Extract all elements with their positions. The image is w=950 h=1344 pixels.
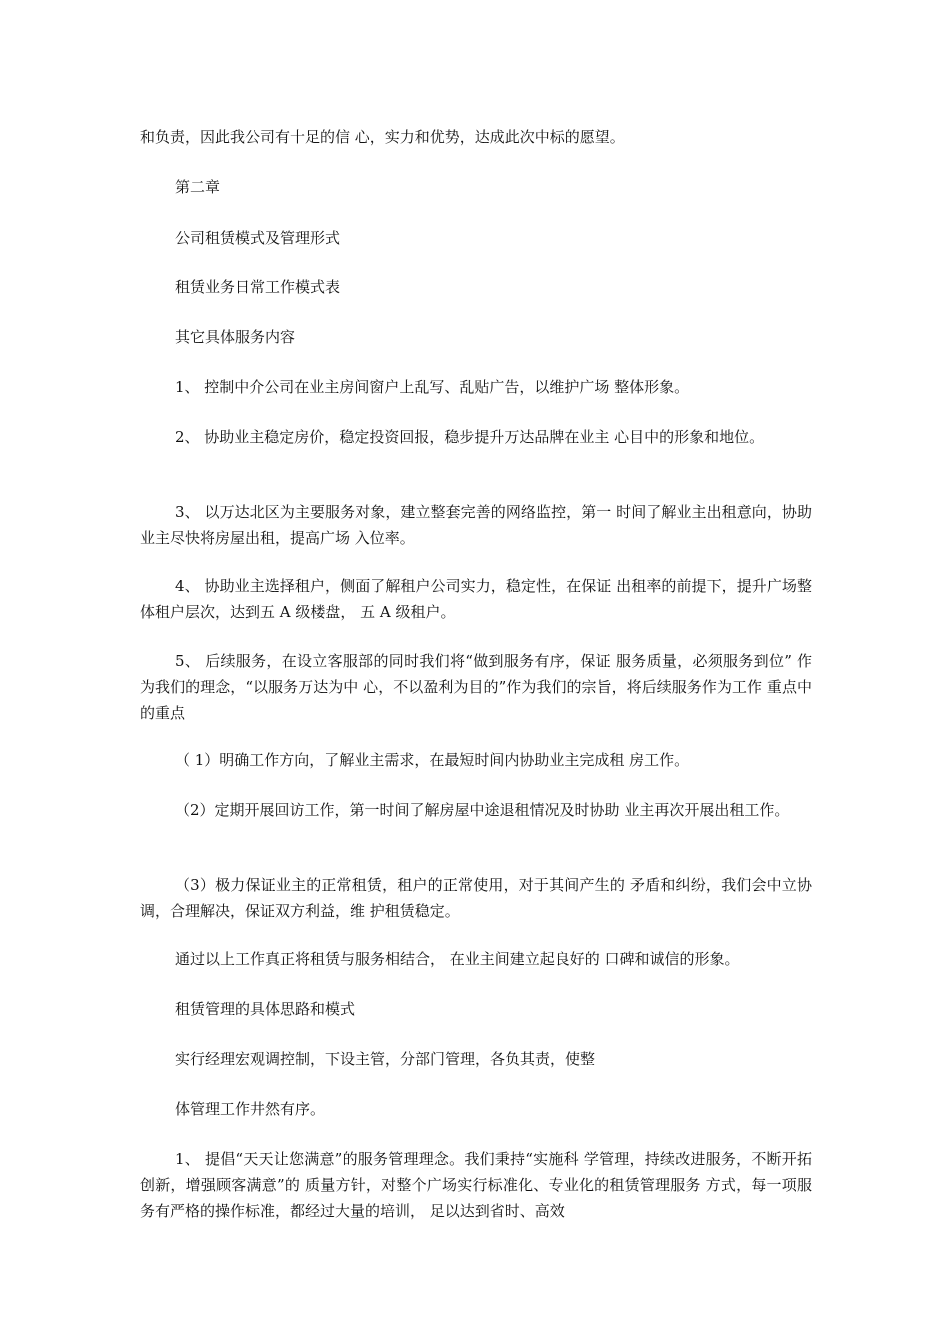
- sub-item-3: （3）极力保证业主的正常租赁，租户的正常使用，对于其间产生的 矛盾和纠纷，我们会中立协调，合理解决，保证双方利益，维 护租赁稳定。: [140, 876, 812, 920]
- service-item-3: 3、 以万达北区为主要服务对象，建立整套完善的网络监控，第一 时间了解业主出租意向，协助业主尽快将房屋出租，提高广场 入位率。: [140, 503, 812, 547]
- management-item-1: 1、 提倡“天天让您满意”的服务管理理念。我们秉持“实施科 学管理，持续改进服务，不断开拓创新，增强顾客满意”的 质量方针，对整个广场实行标准化、专业化的租赁管理服务 方式，每一项服务有严格的操作标准，都经过大量的培训， 足以达到省时、高效: [140, 1150, 812, 1220]
- sub-item-1: （ 1）明确工作方向，了解业主需求，在最短时间内协助业主完成租 房工作。: [175, 751, 690, 769]
- service-item-5: 5、 后续服务，在设立客服部的同时我们将“做到服务有序，保证 服务质量，必须服务到位” 作为我们的理念，“以服务万达为中 心，不以盈利为目的”作为我们的宗旨，将后续服务作为工作 重点中的重点: [140, 652, 812, 722]
- service-item-4: 4、 协助业主选择租户，侧面了解租户公司实力，稳定性，在保证 出租率的前提下，提升广场整体租户层次，达到五 A 级楼盘， 五 A 级租户。: [140, 577, 812, 621]
- sub-item-2: （2）定期开展回访工作，第一时间了解房屋中途退租情况及时协助 业主再次开展出租工作。: [175, 801, 790, 819]
- section-heading-daily-work: 租赁业务日常工作模式表: [175, 278, 341, 296]
- section-heading-management: 租赁管理的具体思路和模式: [175, 1000, 356, 1018]
- management-line-2: 体管理工作井然有序。: [175, 1100, 326, 1118]
- paragraph-continuation: 和负责，因此我公司有十足的信 心，实力和优势，达成此次中标的愿望。: [140, 128, 625, 146]
- chapter-heading: 第二章: [175, 178, 221, 196]
- summary-paragraph: 通过以上工作真正将租赁与服务相结合， 在业主间建立起良好的 口碑和诚信的形象。: [175, 950, 740, 968]
- section-heading-other-services: 其它具体服务内容: [175, 328, 296, 346]
- section-heading-lease-mode: 公司租赁模式及管理形式: [175, 229, 341, 247]
- service-item-1: 1、 控制中介公司在业主房间窗户上乱写、乱贴广告，以维护广场 整体形象。: [175, 378, 690, 396]
- management-line-1: 实行经理宏观调控制，下设主管，分部门管理，各负其责，使整: [175, 1050, 596, 1068]
- service-item-2: 2、 协助业主稳定房价，稳定投资回报，稳步提升万达品牌在业主 心目中的形象和地位。: [175, 428, 765, 446]
